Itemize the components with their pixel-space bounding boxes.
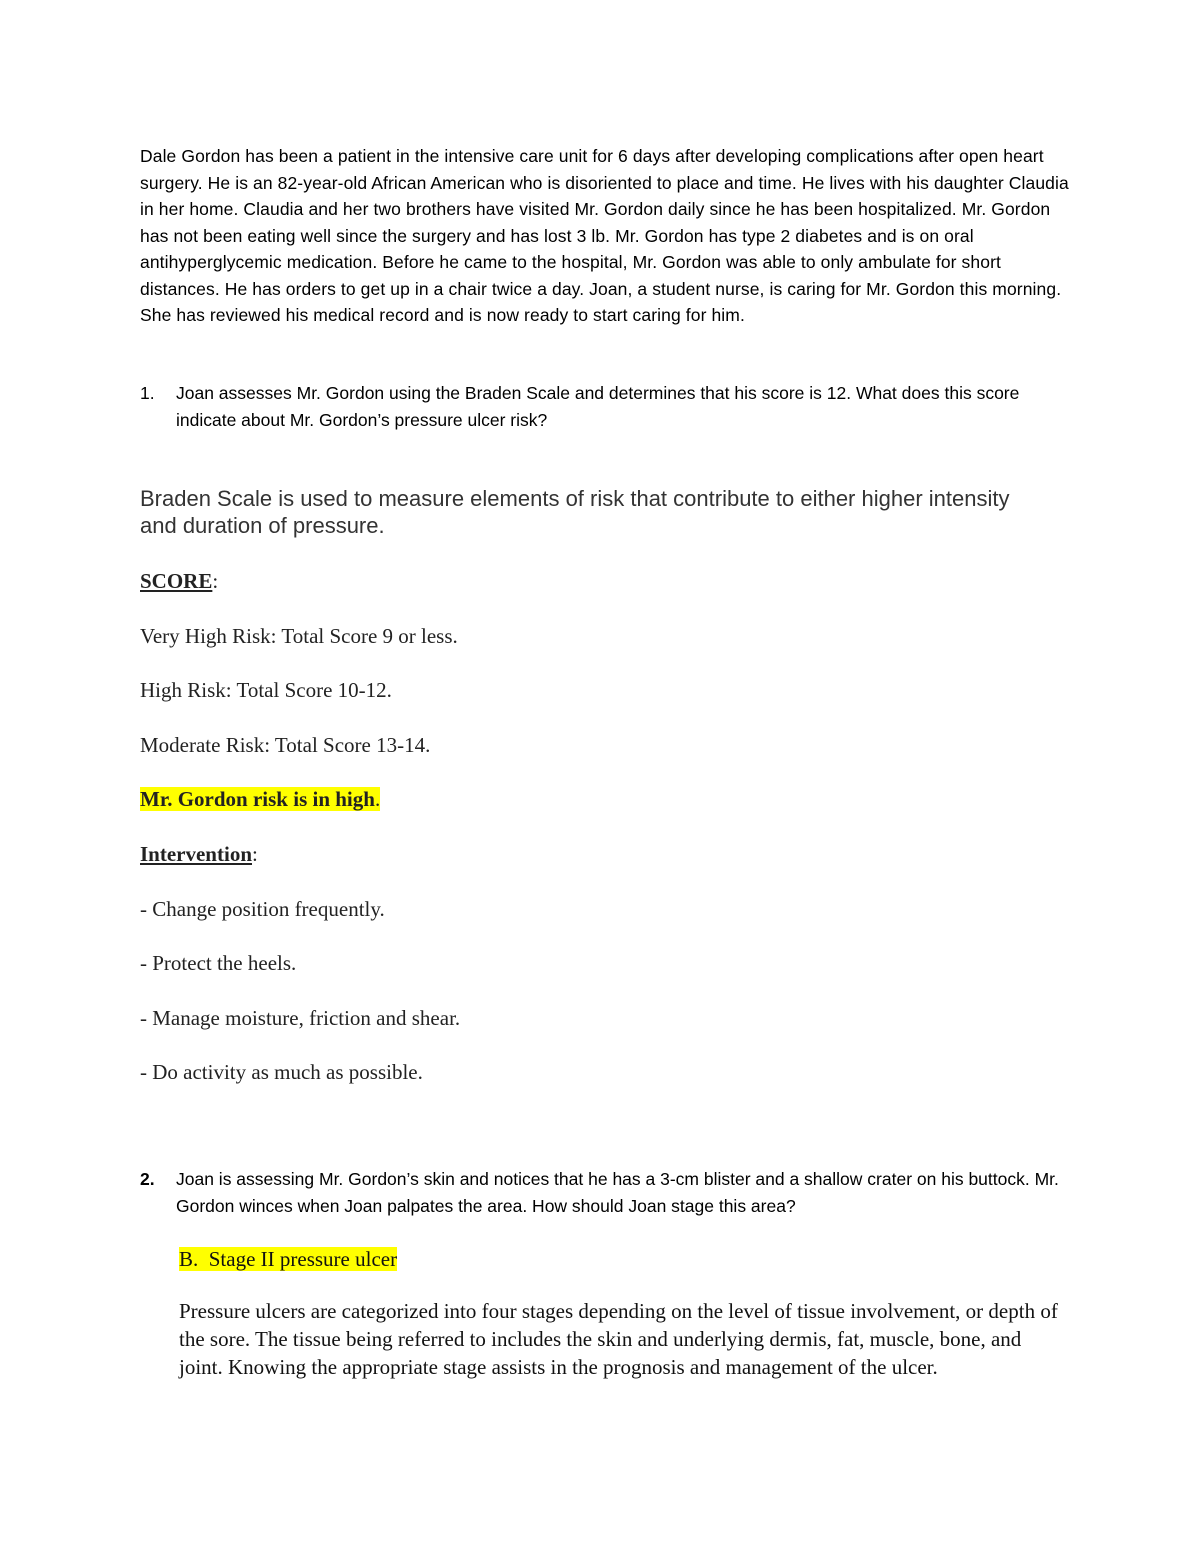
intervention-item: - Do activity as much as possible. [140,1060,423,1084]
intervention-heading: Intervention [140,842,252,866]
intervention-item: - Protect the heels. [140,951,297,975]
score-very-high-risk: Very High Risk: Total Score 9 or less. [140,624,458,648]
score-moderate-risk: Moderate Risk: Total Score 13-14. [140,733,431,757]
question-1-text: Joan assesses Mr. Gordon using the Braden Scale and determines that his score is 12. What does this score indicate about Mr. Gordon’s pressure ulcer risk? [176,383,1020,430]
question-2-number: 2. [140,1169,155,1189]
score-high-risk: High Risk: Total Score 10-12. [140,678,392,702]
answer-2-explanation: Pressure ulcers are categorized into four stages depending on the level of tissue involvement, or depth of the sore. The tissue being referred to includes the skin and underlying dermis, fat, muscle, bone, and joint. Knowing the appropriate stage assists in the prognosis and management of the ulcer. [179,1299,1058,1379]
intervention-item: - Manage moisture, friction and shear. [140,1006,461,1030]
braden-scale-description: Braden Scale is used to measure elements of risk that contribute to either higher intensity and duration of pressure. [140,486,1010,538]
question-2 [140,1166,1070,1219]
question-1 [140,380,1070,433]
score-heading-colon: : [212,569,219,593]
intervention-heading-colon: : [252,842,258,866]
case-intro-paragraph: Dale Gordon has been a patient in the intensive care unit for 6 days after developing complications after open heart surgery. He is an 82-year-old African American who is disoriented to place and time. He lives with his daughter Claudia in her home. Claudia and her two brothers have visited Mr. Gordon daily since he has been hospitalized. Mr. Gordon has not been eating well since the surgery and has lost 3 lb. Mr. Gordon has type 2 diabetes and is on oral antihyperglycemic medication. Before he came to the hospital, Mr. Gordon was able to only ambulate for short distances. He has orders to get up in a chair twice a day. Joan, a student nurse, is caring for Mr. Gordon this morning. She has reviewed his medical record and is now ready to start caring for him. [140,146,1069,325]
risk-conclusion: Mr. Gordon risk is in high [140,787,375,811]
answer-2-choice-line [179,1245,397,1273]
question-2-text: Joan is assessing Mr. Gordon’s skin and notices that he has a 3-cm blister and a shallow crater on his buttock. Mr. Gordon winces when Joan palpates the area. How should Joan stage this area? [176,1169,1059,1216]
intervention-item: - Change position frequently. [140,897,385,921]
answer-2-choice: B. Stage II pressure ulcer [179,1247,398,1271]
risk-conclusion-line [140,785,380,813]
score-heading: SCORE [140,569,213,593]
risk-conclusion-period: . [374,787,381,811]
score-heading-line [140,567,218,595]
question-1-number: 1. [140,383,155,403]
intervention-heading-line [140,840,258,868]
